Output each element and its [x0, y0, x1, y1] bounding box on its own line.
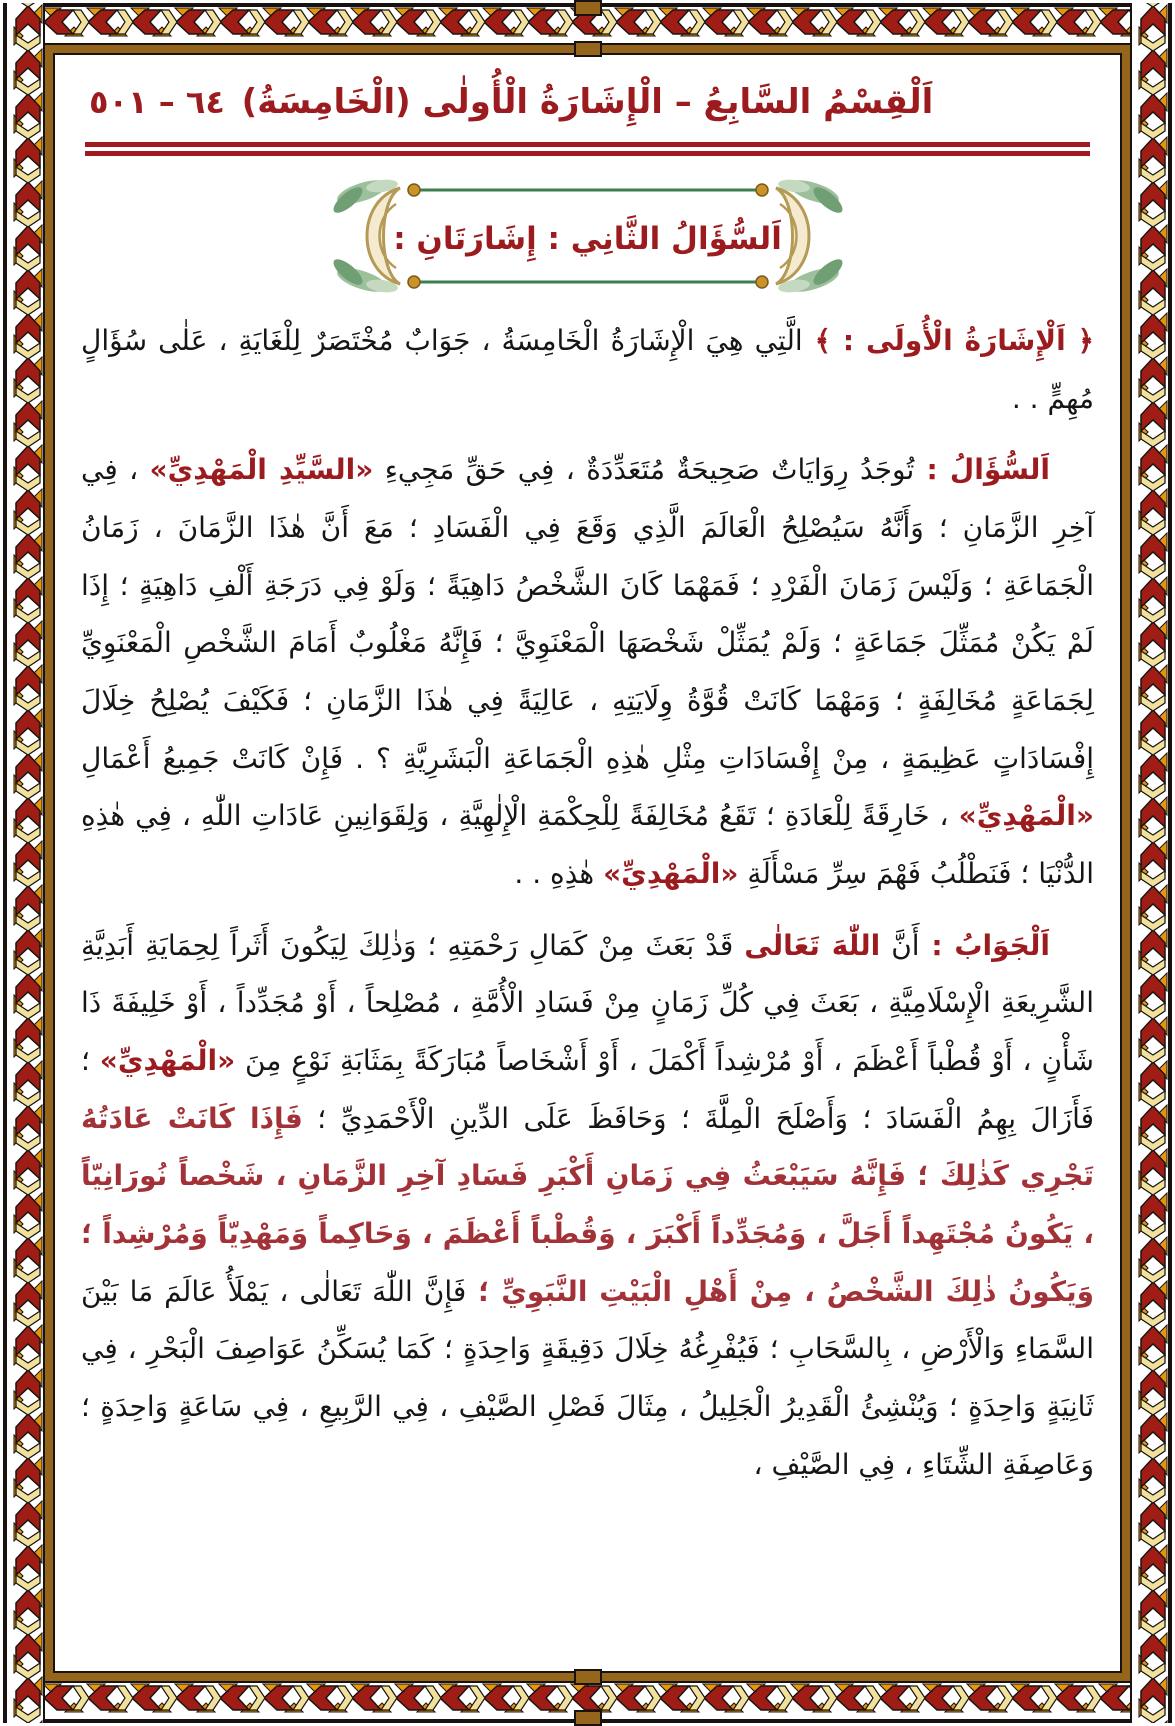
text-run: «السَّيِّدِ الْمَهْدِيِّ» [149, 453, 374, 487]
page-numbers: ٦٤ – ٥٠١ [89, 83, 225, 121]
text-run: اَلسُّؤَالُ : [914, 453, 1050, 487]
double-rule [85, 142, 1090, 156]
frame-knob-bottom-inner [574, 1669, 602, 1685]
text-run: ؛ فَأَزَالَ بِهِمُ الْفَسَادَ ؛ وَأَصْلَحَ الْمِلَّةَ ؛ وَحَافَظَ عَلَى الدِّينِ الْأَحْمَدِيِّ ؛ [81, 1044, 1095, 1135]
paragraph [81, 441, 1094, 902]
banner-title: اَلسُّؤَالُ الثَّانِي : إِشَارَتَانِ : [393, 221, 782, 257]
text-run: «الْمَهْدِيِّ» [603, 857, 739, 891]
text-run: «الْمَهْدِيِّ» [958, 799, 1094, 833]
text-run: ﴿ اَلْإِشَارَةُ الْأُولَى : ﴾ [802, 324, 1094, 357]
chain-border-right-icon [1130, 3, 1172, 1723]
frame-knob-bottom-outer [574, 1710, 602, 1726]
rule-bar [85, 151, 1090, 156]
page-content [55, 55, 1120, 1671]
text-run: ، فِي آخِرِ الزَّمَانِ ؛ وَأَنَّهُ سَيُصْلِحُ الْعَالَمَ الَّذِي وَقَعَ فِي الْفَسَادِ ؛ مَعَ أَنَّ هٰذَا الزَّمَانَ ، زَمَانُ الْجَمَاعَةِ ؛ وَلَيْسَ زَمَانَ الْفَرْدِ ؛ فَمَهْمَا كَانَ الشَّخْصُ دَاهِيَةً ؛ وَلَوْ فِي دَرَجَةِ أَلْفِ دَاهِيَةٍ ؛ إِذَا لَمْ يَكُنْ مُمَثِّلَ جَمَاعَةٍ ؛ وَلَمْ يُمَثِّلْ شَخْصَهَا الْمَعْنَوِيَّ ؛ فَإِنَّهُ مَغْلُوبٌ أَمَامَ الشَّخْصِ الْمَعْنَوِيِّ لِجَمَاعَةٍ مُخَالِفَةٍ ؛ وَمَهْمَا كَانَتْ قُوَّةُ وِلَايَتِهِ ، عَالِيَةً فِي هٰذَا الزَّمَانِ ؛ فَكَيْفَ يُصْلِحُ خِلَالَ إِفْسَادَاتٍ عَظِيمَةٍ ، مِنْ إِفْسَادَاتِ مِثْلِ هٰذِهِ الْجَمَاعَةِ الْبَشَرِيَّةِ ؟ . فَإِنْ كَانَتْ جَمِيعُ أَعْمَالِ [81, 453, 1094, 775]
rule-bar [85, 142, 1090, 147]
paragraph [81, 312, 1094, 427]
text-run: تُوجَدُ رِوَايَاتٌ صَحِيحَةٌ مُتَعَدِّدَةٌ ، فِي حَقِّ مَجِيءِ [373, 453, 915, 487]
text-run: «الْمَهْدِيِّ» [99, 1044, 236, 1078]
text-run: اَلْجَوَابُ : [919, 928, 1050, 962]
text-run: اللّٰهَ تَعَالٰى [744, 928, 881, 962]
page-title: اَلْقِسْمُ السَّابِعُ – الْإِشَارَةُ الْأُولٰى (الْخَامِسَةُ) [241, 82, 934, 122]
paragraph [81, 917, 1094, 1494]
text-run: أَنَّ [880, 928, 920, 962]
frame-knob-top-outer [574, 0, 602, 16]
text-run: ، خَارِقَةً لِلْعَادَةِ ؛ تَقَعُ مُخَالِفَةً لِلْحِكْمَةِ الْإِلٰهِيَّةِ ، وَلِقَوَانِينِ عَادَاتِ اللّٰهِ ، فِي هٰذِهِ الدُّنْيَا ؛ فَنَطْلُبُ فَهْمَ سِرِّ مَسْأَلَةِ [81, 799, 1094, 891]
text-run: فَإِذَا كَانَتْ عَادَتُهُ تَجْرِي كَذٰلِكَ ؛ فَإِنَّهُ سَيَبْعَثُ فِي زَمَانِ أَكْبَرِ فَسَادِ آخِرِ الزَّمَانِ ، شَخْصاً نُورَانِيّاً ، يَكُونُ مُجْتَهِداً أَجَلَّ ، وَمُجَدِّداً أَكْبَرَ ، وَقُطْباً أَعْظَمَ ، وَحَاكِماً وَمَهْدِيّاً وَمُرْشِداً ؛ وَيَكُونُ ذٰلِكَ الشَّخْصُ ، مِنْ أَهْلِ الْبَيْتِ النَّبَوِيِّ ؛ [81, 1101, 1094, 1308]
chain-border-left-icon [3, 3, 45, 1723]
banner-cartouche [304, 178, 872, 294]
text-run: هٰذِهِ . . [514, 857, 604, 891]
text-run: قَدْ بَعَثَ مِنْ كَمَالِ رَحْمَتِهِ ؛ وَذٰلِكَ لِيَكُونَ أَثَراً لِحِمَايَةِ أَبَدِيَّةِ الشَّرِيعَةِ الْإِسْلَامِيَّةِ ، بَعَثَ فِي كُلِّ زَمَانٍ مِنْ فَسَادِ الْأُمَّةِ ، مُصْلِحاً ، أَوْ مُجَدِّداً ، أَوْ خَلِيفَةَ ذَا شَأْنٍ ، أَوْ قُطْباً أَعْظَمَ ، أَوْ مُرْشِداً أَكْمَلَ ، أَوْ أَشْخَاصاً مُبَارَكَةً بِمَثَابَةِ نَوْعٍ مِنَ [81, 928, 1094, 1078]
page-header [81, 77, 1094, 128]
body-paragraphs [81, 312, 1094, 1493]
text-run: فَإِنَّ اللّٰهَ تَعَالٰى ، يَمْلَأُ عَالَمَ مَا بَيْنَ السَّمَاءِ وَالْأَرْضِ ، بِالسَّحَابِ ؛ فَيُفْرِغُهُ خِلَالَ دَقِيقَةٍ وَاحِدَةٍ ؛ كَمَا يُسَكِّنُ عَوَاصِفَ الْبَحْرِ ، فِي ثَانِيَةٍ وَاحِدَةٍ ؛ وَيُنْشِئُ الْقَدِيرُ الْجَلِيلُ ، مِثَالَ فَصْلِ الصَّيْفِ ، فِي الرَّبِيعِ ، فِي سَاعَةٍ وَاحِدَةٍ ؛ وَعَاصِفَةِ الشِّتَاءِ ، فِي الصَّيْفِ ، [81, 1274, 1094, 1481]
text-run: الَّتِي هِيَ الْإِشَارَةُ الْخَامِسَةُ ، جَوَابٌ مُخْتَصَرٌ لِلْغَايَةِ ، عَلٰى سُؤَالٍ مُهِمٍّ . . [81, 324, 1094, 415]
